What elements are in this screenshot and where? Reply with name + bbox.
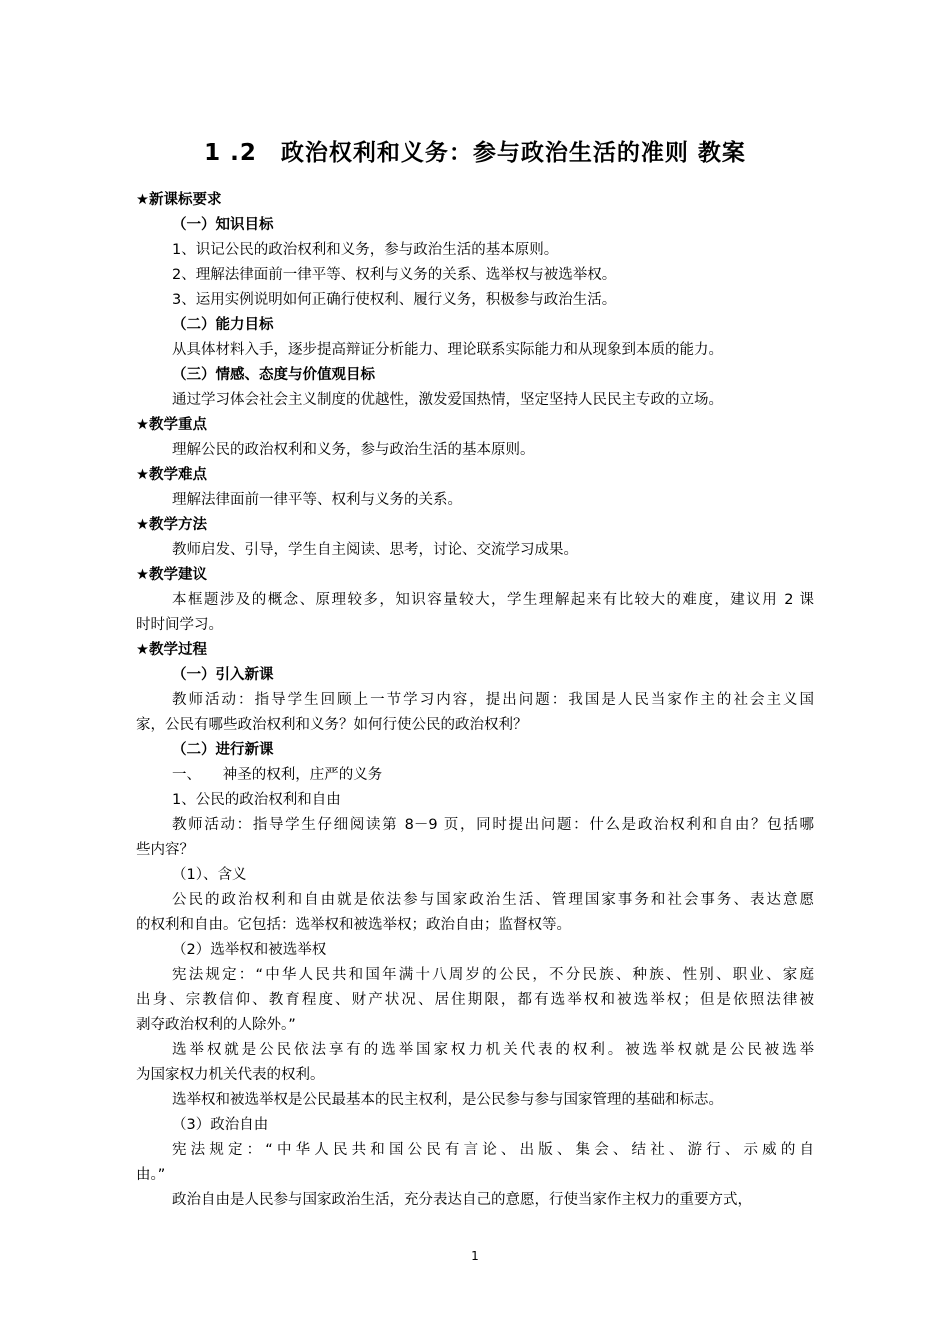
- section-heading: ★教学重点: [136, 417, 207, 433]
- paragraph-line: 选举权就是公民依法享有的选举国家权力机关代表的权利。被选举权就是公民被选举: [172, 1042, 814, 1058]
- paragraph-line: 政治自由是人民参与国家政治生活，充分表达自己的意愿，行使当家作主权力的重要方式，: [172, 1192, 752, 1208]
- paragraph-line: 3、运用实例说明如何正确行使权利、履行义务，积极参与政治生活。: [172, 292, 617, 308]
- subsection-heading: （二）进行新课: [172, 742, 274, 758]
- paragraph-line: 些内容？: [136, 842, 194, 858]
- paragraph-line: （2）选举权和被选举权: [172, 942, 327, 958]
- section-heading: ★教学建议: [136, 567, 207, 583]
- paragraph-line: 从具体材料入手，逐步提高辩证分析能力、理论联系实际能力和从现象到本质的能力。: [172, 342, 723, 358]
- paragraph-line: 由。”: [136, 1167, 166, 1183]
- page-number: 1: [471, 1249, 479, 1263]
- section-heading: ★教学难点: [136, 467, 207, 483]
- paragraph-line: 1、识记公民的政治权利和义务，参与政治生活的基本原则。: [172, 242, 559, 258]
- paragraph-line: 剥夺政治权利的人除外。”: [136, 1017, 296, 1033]
- paragraph-line: （1）、含义: [172, 867, 247, 883]
- paragraph-line: 教师活动：指导学生回顾上一节学习内容，提出问题：我国是人民当家作主的社会主义国: [172, 692, 814, 708]
- paragraph-line: 家，公民有哪些政治权利和义务？如何行使公民的政治权利？: [136, 717, 528, 733]
- paragraph-line: 1、公民的政治权利和自由: [172, 792, 341, 808]
- subsection-heading: （二）能力目标: [172, 317, 274, 333]
- paragraph-line: 公民的政治权利和自由就是依法参与国家政治生活、管理国家事务和社会事务、表达意愿: [172, 892, 814, 908]
- paragraph-line: 选举权和被选举权是公民最基本的民主权利，是公民参与参与国家管理的基础和标志。: [172, 1092, 723, 1108]
- document-title: 1 .2 政治权利和义务：参与政治生活的准则 教案: [204, 140, 746, 166]
- paragraph-line: 本框题涉及的概念、原理较多，知识容量较大，学生理解起来有比较大的难度，建议用 2 课: [172, 592, 814, 608]
- paragraph-line: 出身、宗教信仰、教育程度、财产状况、居住期限，都有选举权和被选举权；但是依照法律被: [136, 992, 814, 1008]
- paragraph-line: 理解法律面前一律平等、权利与义务的关系。: [172, 492, 462, 508]
- paragraph-line: （3）政治自由: [172, 1117, 269, 1133]
- paragraph-line: 宪法规定：“中华人民共和国公民有言论、出版、集会、结社、游行、示威的自: [172, 1142, 814, 1158]
- paragraph-line: 通过学习体会社会主义制度的优越性，激发爱国热情，坚定坚持人民民主专政的立场。: [172, 392, 723, 408]
- section-heading: ★教学过程: [136, 642, 207, 658]
- subsection-heading: （一）知识目标: [172, 217, 274, 233]
- section-heading: ★新课标要求: [136, 192, 222, 208]
- paragraph-line: 为国家权力机关代表的权利。: [136, 1067, 325, 1083]
- paragraph-line: 教师活动：指导学生仔细阅读第 8－9 页，同时提出问题：什么是政治权利和自由？包括哪: [172, 817, 814, 833]
- paragraph-line: 的权利和自由。它包括：选举权和被选举权；政治自由；监督权等。: [136, 917, 571, 933]
- paragraph-line: 宪法规定：“中华人民共和国年满十八周岁的公民，不分民族、种族、性别、职业、家庭: [172, 967, 814, 983]
- section-heading: ★教学方法: [136, 517, 207, 533]
- paragraph-line: 理解公民的政治权利和义务，参与政治生活的基本原则。: [172, 442, 535, 458]
- paragraph-line: 时时间学习。: [136, 617, 223, 633]
- paragraph-line: 教师启发、引导，学生自主阅读、思考，讨论、交流学习成果。: [172, 542, 578, 558]
- paragraph-line: 2、理解法律面前一律平等、权利与义务的关系、选举权与被选举权。: [172, 267, 617, 283]
- subsection-heading: （三）情感、态度与价值观目标: [172, 367, 375, 383]
- paragraph-line: 一、 神圣的权利，庄严的义务: [172, 767, 383, 783]
- subsection-heading: （一）引入新课: [172, 667, 274, 683]
